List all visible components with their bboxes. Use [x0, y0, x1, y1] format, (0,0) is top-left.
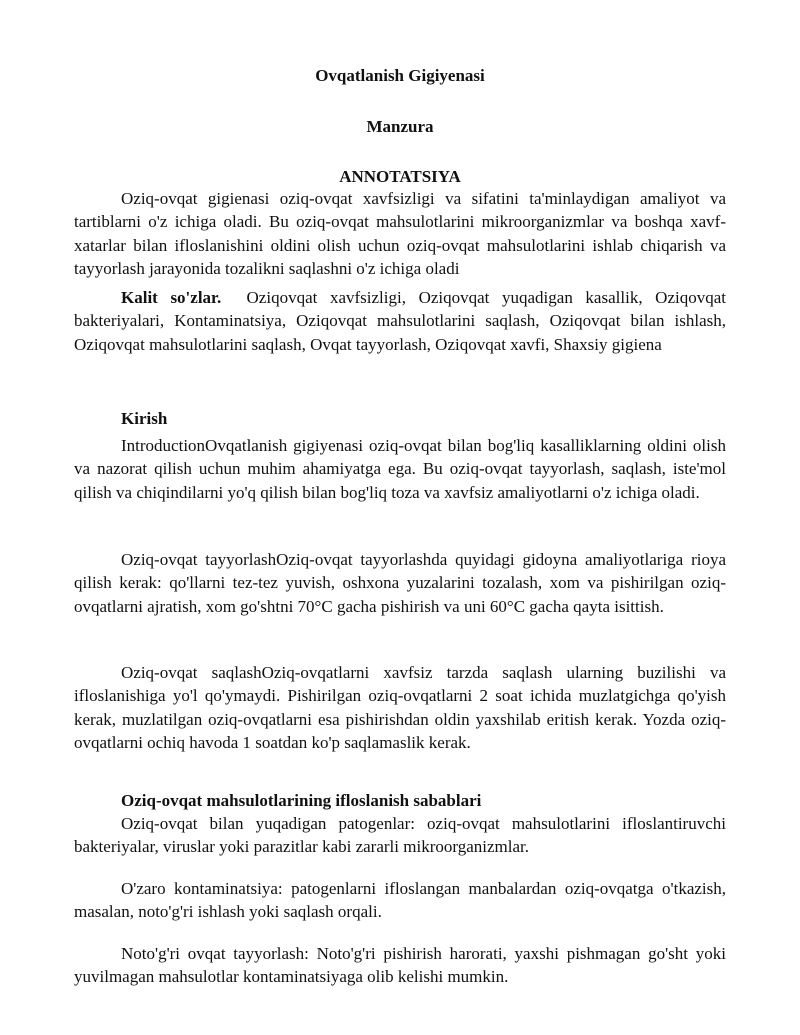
cause-text: O'zaro kontaminatsiya: patogenlarni ifloslangan manbalardan oziq-ovqatga o'tkazish, masalan, noto'g'ri ishlash yoki saqlash orqali.: [74, 879, 726, 922]
paragraph-text: Oziq-ovqat tayyorlashOziq-ovqat tayyorlashda quyidagi gidoyna amaliyotlariga rioya qilish kerak: qo'llarni tez-tez yuvish, oshxona yuzalarini tozalash, xom va pishirilgan oziq-ovqatlarni ajratish, xom go'shtni 70°C gacha pishirish va uni 60°C gacha qayta isittish.: [74, 550, 726, 616]
keywords-paragraph: [74, 286, 726, 356]
document-title: Ovqatlanish Gigiyenasi: [315, 66, 485, 85]
annotation-paragraph: [74, 187, 726, 280]
cause-text: Oziq-ovqat bilan yuqadigan patogenlar: oziq-ovqat mahsulotlarini ifloslantiruvchi bakteriyalar, viruslar yoki parazitlar kabi zararli mikroorganizmlar.: [74, 814, 726, 857]
paragraph-text: IntroductionOvqatlanish gigiyenasi oziq-ovqat bilan bog'liq kasalliklarning oldini olish va nazorat qilish uchun muhim ahamiyatga ega. Bu oziq-ovqat tayyorlash, saqlash, iste'mol qilish va chiqindilarni yo'q qilish bilan bog'liq toza va xavfsiz amaliyotlarni o'z ichiga oladi.: [74, 436, 726, 502]
intro-paragraph: [74, 434, 726, 504]
keywords-text: Oziqovqat xavfsizligi, Oziqovqat yuqadigan kasallik, Oziqovqat bakteriyalari, Kontaminatsiya, Oziqovqat mahsulotlarini saqlash, Oziqovqat bilan ishlash, Oziqovqat mahsulotlarini saqlash, Ovqat tayyorlash, Oziqovqat xavfi, Shaxsiy gigiena: [74, 288, 726, 354]
paragraph-text: Oziq-ovqat saqlashOziq-ovqatlarni xavfsiz tarzda saqlash ularning buzilishi va ifloslanishiga yo'l qo'ymaydi. Pishirilgan oziq-ovqatlarni 2 soat ichida muzlatgichga qo'yish kerak, muzlatilgan oziq-ovqatlarni esa pishirishdan oldin yaxshilab eritish kerak. Yozda oziq-ovqatlarni ochiq havoda 1 soatdan ko'p saqlamaslik kerak.: [74, 663, 726, 752]
cause-text: Noto'g'ri ovqat tayyorlash: Noto'g'ri pishirish harorati, yaxshi pishmagan go'sht yoki yuvilmagan mahsulotlar kontaminatsiyaga olib kelishi mumkin.: [74, 944, 726, 987]
intro-heading: Kirish: [121, 409, 168, 428]
author-name: Manzura: [366, 117, 434, 136]
keywords-label: Kalit so'zlar.: [121, 288, 222, 307]
cause-item: [74, 877, 726, 924]
preparation-paragraph: [74, 548, 726, 618]
cause-item: [74, 812, 726, 859]
annotation-heading: ANNOTATSIYA: [339, 167, 461, 186]
cause-item: [74, 942, 726, 989]
storage-paragraph: [74, 661, 726, 754]
annotation-text: Oziq-ovqat gigienasi oziq-ovqat xavfsizligi va sifatini ta'minlaydigan amaliyot va tartiblarni o'z ichiga oladi. Bu oziq-ovqat mahsulotlarini mikroorganizmlar va boshqa xavf-xatarlar bilan ifloslanishini oldini olish uchun oziq-ovqat mahsulotlarini ishlab chiqarish va tayyorlash jarayonida tozalikni saqlashni o'z ichiga oladi: [74, 189, 726, 278]
causes-heading: Oziq-ovqat mahsulotlarining ifloslanish sabablari: [121, 791, 482, 810]
